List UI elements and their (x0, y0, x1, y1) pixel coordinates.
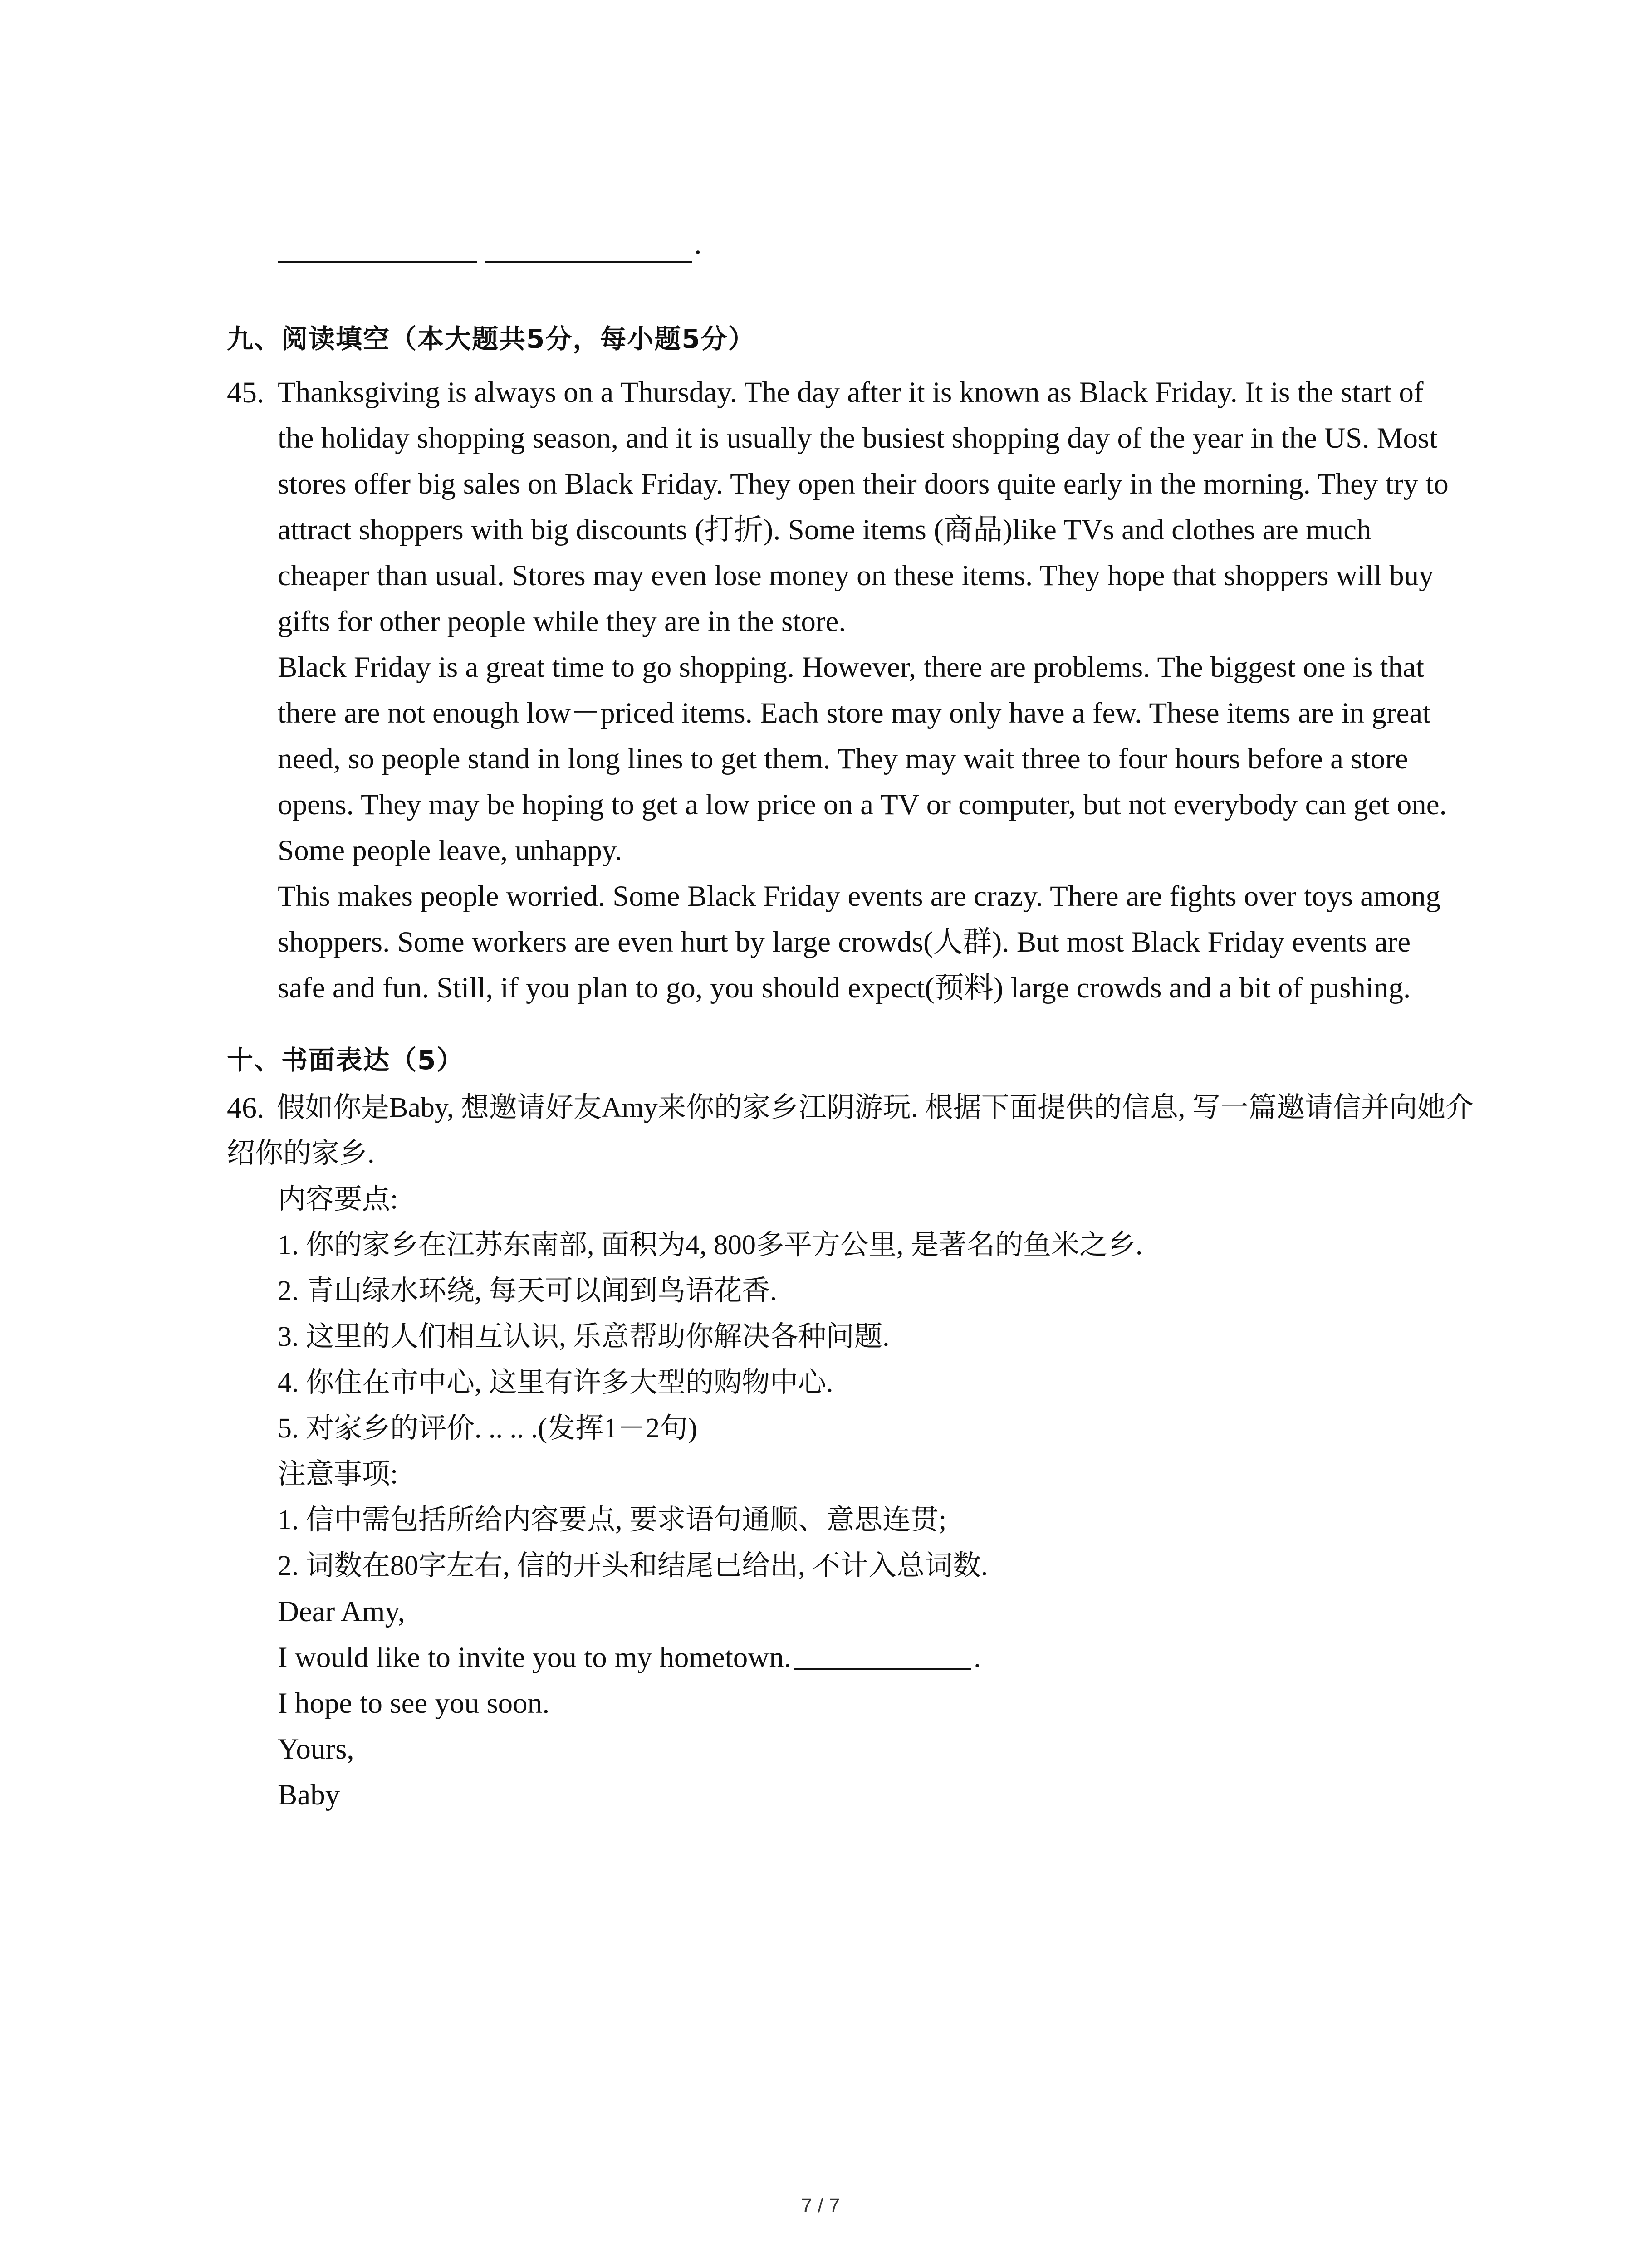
section-9-heading: 九、阅读填空（本大题共5分，每小题5分） (227, 323, 755, 354)
passage-paragraph-2: Black Friday is a great time to go shopping. However, there are problems. The biggest one is that there are not enough low－priced items. Each store may only have a few. These items are in great need, so people stand in long lines to get them. They may wait three to four hours before a store opens. They may be hoping to get a low price on a TV or computer, but not everybody can get one. Some people leave, unhappy. (278, 651, 1447, 867)
content-points-title: 内容要点: (278, 1184, 398, 1215)
section-10-heading: 十、书面表达（5） (227, 1045, 464, 1075)
letter-line-1-period: . (973, 1641, 981, 1674)
content-point-5: 5. 对家乡的评价. .. .. .(发挥1－2句) (278, 1413, 697, 1444)
passage-paragraph-1: Thanksgiving is always on a Thursday. The day after it is known as Black Friday. It is the start of the holiday shopping season, and it is usually the busiest shopping day of the year in the US. Most stores offer big sales on Black Friday. They open their doors quite early in the morning. They try to attract shoppers with big discounts (打折). Some items (商品)like TVs and clothes are much cheaper than usual. Stores may even lose money on these items. They hope that shoppers will buy gifts for other people while they are in the store. (278, 376, 1449, 638)
letter-valediction: Yours, (278, 1733, 354, 1765)
question-45-number: 45. (227, 376, 265, 409)
reading-passage (278, 370, 1457, 1011)
answer-blank-1[interactable] (278, 261, 477, 263)
notes-title: 注意事项: (278, 1459, 398, 1490)
note-2: 2. 词数在80字左右, 信的开头和结尾已给出, 不计入总词数. (278, 1550, 988, 1581)
blank-end-period: . (694, 227, 702, 260)
question-46-number: 46. (227, 1091, 265, 1124)
letter-line-1-text: I would like to invite you to my hometown. (278, 1641, 791, 1674)
content-point-4: 4. 你住在市中心, 这里有许多大型的购物中心. (278, 1367, 833, 1398)
writing-prompt: 假如你是Baby, 想邀请好友Amy来你的家乡江阴游玩. 根据下面提供的信息, 写一篇邀请信并向她介绍你的家乡. (227, 1092, 1474, 1169)
letter-salutation: Dear Amy, (278, 1595, 405, 1628)
letter-answer-blank[interactable] (794, 1667, 971, 1670)
letter-opening-line (278, 1635, 1488, 1681)
content-point-2: 2. 青山绿水环绕, 每天可以闻到鸟语花香. (278, 1276, 777, 1306)
answer-blank-2[interactable] (485, 261, 692, 263)
letter-template (227, 1589, 1488, 1818)
note-1: 1. 信中需包括所给内容要点, 要求语句通顺、意思连贯; (278, 1505, 947, 1535)
writing-task (227, 1085, 1488, 1818)
passage-paragraph-3: This makes people worried. Some Black Friday events are crazy. There are fights over toys among shoppers. Some workers are even hurt by large crowds(人群). But most Black Friday events are safe and fun. Still, if you plan to go, you should expect(预料) large crowds and a bit of pushing. (278, 880, 1441, 1004)
content-point-1: 1. 你的家乡在江苏东南部, 面积为4, 800多平方公里, 是著名的鱼米之乡. (278, 1230, 1143, 1261)
content-point-3: 3. 这里的人们相互认识, 乐意帮助你解决各种问题. (278, 1321, 890, 1352)
page-number: 7 / 7 (801, 2195, 840, 2217)
letter-closing-line: I hope to see you soon. (278, 1687, 550, 1720)
letter-signature: Baby (278, 1779, 340, 1811)
